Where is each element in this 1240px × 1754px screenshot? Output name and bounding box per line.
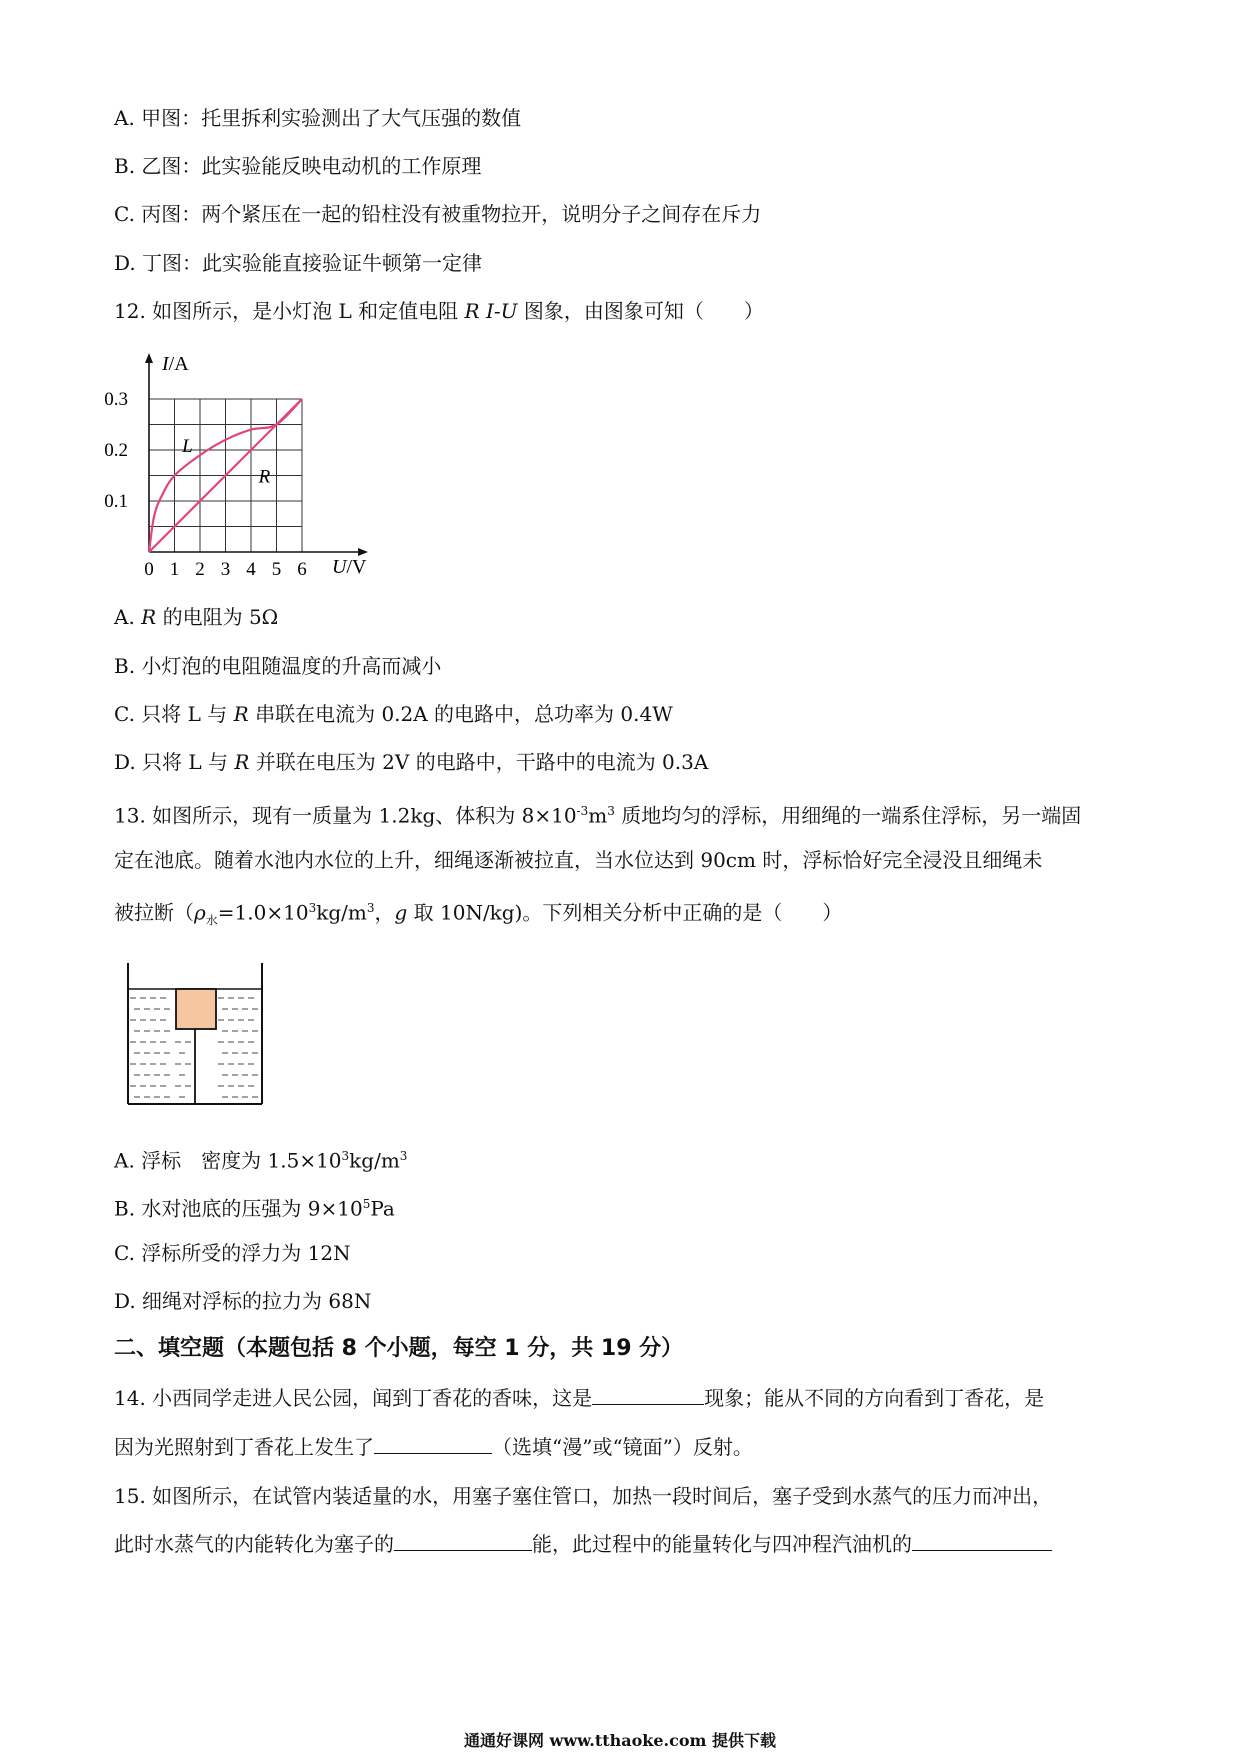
x-tick-label: 4 [246,559,256,580]
q15-line2: 此时水蒸气的内能转化为塞子的 能，此过程中的能量转化与四冲程汽油机的 [114,1530,1052,1558]
pool-float-figure [120,960,270,1110]
q13-option-c: C. 浮标所受的浮力为 12N [114,1241,351,1265]
y-tick-label: 0.3 [104,389,128,410]
q11-option-b: B. 乙图：此实验能反映电动机的工作原理 [114,154,482,178]
q12-stem: 12. 如图所示，是小灯泡 L 和定值电阻 R I-U 图象，由图象可知（ ） [114,299,764,323]
q14-line2: 因为光照射到丁香花上发生了 （选填“漫”或“镜面”）反射。 [114,1435,753,1459]
q15-blank-1[interactable] [394,1530,532,1551]
section-heading-fill-in: 二、填空题（本题包括 8 个小题，每空 1 分，共 19 分） [114,1336,684,1361]
q14-line1: 14. 小西同学走进人民公园，闻到丁香花的香味，这是 现象；能从不同的方向看到丁香花，是 [114,1386,1045,1410]
page-footer: 通通好课网 www.tthaoke.com 提供下载 [463,1731,777,1750]
q11-option-c: C. 丙图：两个紧压在一起的铅柱没有被重物拉开，说明分子之间存在斥力 [114,202,762,226]
y-axis-label: I/A [162,353,189,375]
q15-line1: 15. 如图所示，在试管内装适量的水，用塞子塞住管口，加热一段时间后，塞子受到水蒸气的压力而冲出， [114,1484,1053,1508]
x-axis-label: U/V [332,556,367,578]
x-tick-label: 1 [169,559,180,580]
iu-graph [100,345,380,590]
y-tick-label: 0.2 [104,440,128,461]
q12-option-a: A. R 的电阻为 5Ω [114,605,279,629]
q12-option-c: C. 只将 L 与 R 串联在电流为 0.2A 的电路中，总功率为 0.4W [114,702,673,726]
x-tick-label: 0 [144,559,154,580]
q13-stem-line3: 被拉断（$\rho_水=1.0\times 10^3kg/m^3$，g 取 10N/kg)。下列相关分析中正确的是（ ） [114,900,843,928]
q12-option-d: D. 只将 L 与 R 并联在电压为 2V 的电路中，干路中的电流为 0.3A [114,750,709,774]
q13-stem-line1: 13. 如图所示，现有一质量为 1.2kg、体积为 $8\times 10^{-3}m^3$ 质地均匀的浮标，用细绳的一端系住浮标，另一端固 [114,803,1082,828]
series-label-L: L [182,436,193,457]
x-tick-label: 2 [195,559,205,580]
q14-blank-2[interactable] [374,1433,492,1454]
x-tick-label: 6 [297,559,307,580]
q11-option-d: D. 丁图：此实验能直接验证牛顿第一定律 [114,251,483,275]
q15-blank-2[interactable] [912,1530,1052,1551]
q13-option-b: B. 水对池底的压强为 $9\times 10^5Pa$ [114,1196,395,1221]
q13-stem-line2: 定在池底。随着水池内水位的上升，细绳逐渐被拉直，当水位达到 90cm 时，浮标恰好完全浸没且细绳未 [114,848,1043,872]
q13-option-d: D. 细绳对浮标的拉力为 68N [114,1289,372,1313]
x-tick-label: 3 [220,559,231,580]
series-label-R: R [258,466,271,488]
y-axis-arrow [145,353,153,363]
x-tick-label: 5 [271,559,282,580]
x-axis-arrow [358,548,368,556]
q12-option-b: B. 小灯泡的电阻随温度的升高而减小 [114,654,442,678]
q14-blank-1[interactable] [592,1384,704,1405]
q13-option-a: A. 浮标 密度为 $1.5\times 10^3kg/m^3$ [114,1148,408,1173]
y-tick-label: 0.1 [104,491,128,512]
q11-option-a: A. 甲图：托里拆利实验测出了大气压强的数值 [114,106,522,130]
float-block [176,989,216,1029]
